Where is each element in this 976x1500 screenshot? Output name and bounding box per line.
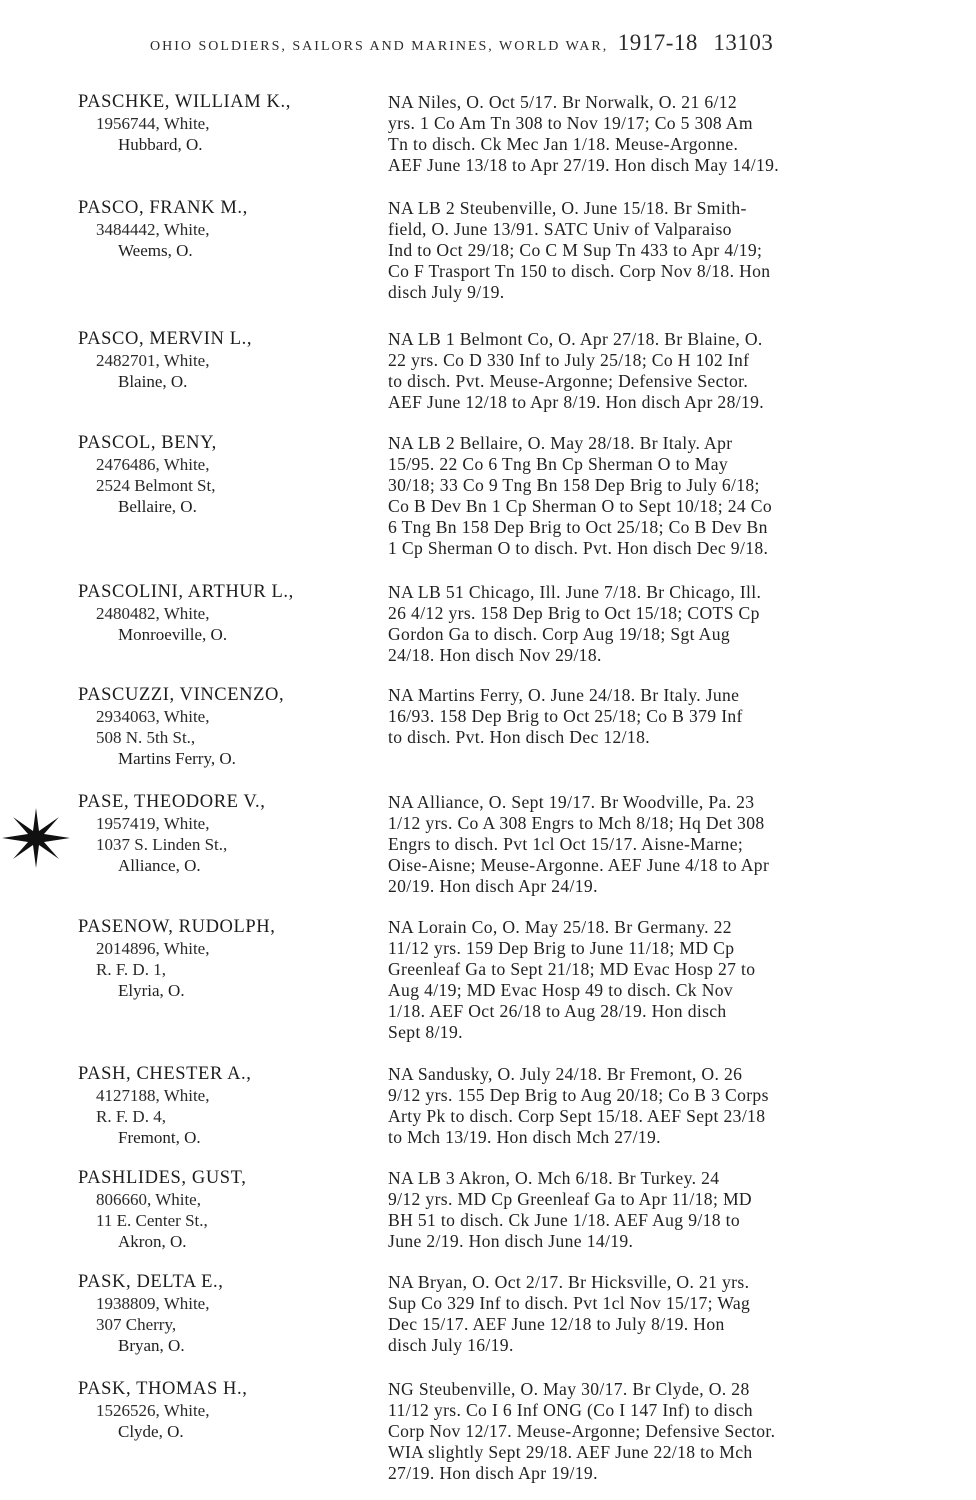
service-number: 2480482, White,: [96, 604, 210, 623]
hometown: Hubbard, O.: [118, 135, 203, 154]
service-record: [388, 792, 934, 897]
hometown: Blaine, O.: [118, 372, 188, 391]
entry-name: PASCOLINI, ARTHUR L.,: [78, 582, 294, 602]
street-address: 1037 S. Linden St.,: [96, 835, 228, 854]
record-line: WIA slightly Sept 29/18. AEF June 22/18 to Mch: [388, 1442, 753, 1462]
service-number: 2482701, White,: [96, 351, 210, 370]
service-number: 2014896, White,: [96, 939, 210, 958]
record-line: to disch. Pvt. Meuse-Argonne; Defensive Sector.: [388, 371, 749, 391]
entry-name: PASK, THOMAS H.,: [78, 1379, 248, 1399]
service-number: 806660, White,: [96, 1190, 201, 1209]
hometown: Weems, O.: [118, 241, 193, 260]
hometown: Akron, O.: [118, 1232, 187, 1251]
record-line: 1/18. AEF Oct 26/18 to Aug 28/19. Hon disch: [388, 1001, 727, 1021]
record-line: 1/12 yrs. Co A 308 Engrs to Mch 8/18; Hq Det 308: [388, 813, 765, 833]
record-line: field, O. June 13/91. SATC Univ of Valparaiso: [388, 219, 732, 239]
record-line: NA Sandusky, O. July 24/18. Br Fremont, O. 26: [388, 1064, 743, 1084]
service-record: [388, 582, 934, 666]
record-line: NA Alliance, O. Sept 19/17. Br Woodville, Pa. 23: [388, 792, 755, 812]
record-line: NA Lorain Co, O. May 25/18. Br Germany. 22: [388, 917, 732, 937]
record-line: 9/12 yrs. MD Cp Greenleaf Ga to Apr 11/18; MD: [388, 1189, 752, 1209]
record-line: Ind to Oct 29/18; Co C M Sup Tn 433 to Apr 4/19;: [388, 240, 763, 260]
entry-name: PASH, CHESTER A.,: [78, 1064, 252, 1084]
record-line: Dec 15/17. AEF June 12/18 to July 8/19. Hon: [388, 1314, 725, 1334]
page-number: 13103: [713, 30, 774, 55]
star-icon: [2, 808, 70, 868]
record-line: NA LB 2 Bellaire, O. May 28/18. Br Italy. Apr: [388, 433, 733, 453]
record-line: 16/93. 158 Dep Brig to Oct 25/18; Co B 379 Inf: [388, 706, 743, 726]
record-line: 1 Cp Sherman O to disch. Pvt. Hon disch Dec 9/18.: [388, 538, 769, 558]
service-number: 1938809, White,: [96, 1294, 210, 1313]
record-line: 24/18. Hon disch Nov 29/18.: [388, 645, 602, 665]
record-line: AEF June 13/18 to Apr 27/19. Hon disch May 14/19.: [388, 155, 780, 175]
record-line: NA LB 2 Steubenville, O. June 15/18. Br Smith-: [388, 198, 747, 218]
record-line: to Mch 13/19. Hon disch Mch 27/19.: [388, 1127, 661, 1147]
service-number: 1957419, White,: [96, 814, 210, 833]
record-line: 11/12 yrs. Co I 6 Inf ONG (Co I 147 Inf) to disch: [388, 1400, 753, 1420]
record-line: 30/18; 33 Co 9 Tng Bn 158 Dep Brig to July 6/18;: [388, 475, 760, 495]
record-line: Arty Pk to disch. Corp Sept 15/18. AEF Sept 23/18: [388, 1106, 766, 1126]
entry-name: PASCHKE, WILLIAM K.,: [78, 92, 291, 112]
hometown: Bellaire, O.: [118, 497, 197, 516]
entry-name: PASCO, MERVIN L.,: [78, 329, 253, 349]
record-line: Engrs to disch. Pvt 1cl Oct 15/17. Aisne-Marne;: [388, 834, 744, 854]
hometown: Alliance, O.: [118, 856, 201, 875]
hometown: Bryan, O.: [118, 1336, 185, 1355]
entry-name: PASK, DELTA E.,: [78, 1272, 224, 1292]
street-address: 508 N. 5th St.,: [96, 728, 196, 747]
record-line: 11/12 yrs. 159 Dep Brig to June 11/18; MD Cp: [388, 938, 735, 958]
record-line: NA Martins Ferry, O. June 24/18. Br Italy. June: [388, 685, 740, 705]
record-line: NA LB 3 Akron, O. Mch 6/18. Br Turkey. 24: [388, 1168, 720, 1188]
record-line: to disch. Pvt. Hon disch Dec 12/18.: [388, 727, 650, 747]
entry-identity: [78, 198, 378, 261]
record-line: Sup Co 329 Inf to disch. Pvt 1cl Nov 15/17; Wag: [388, 1293, 751, 1313]
service-number: 1526526, White,: [96, 1401, 210, 1420]
record-line: disch July 16/19.: [388, 1335, 514, 1355]
record-line: Sept 8/19.: [388, 1022, 463, 1042]
entry-name: PASCO, FRANK M.,: [78, 198, 248, 218]
record-line: 22 yrs. Co D 330 Inf to July 25/18; Co H 102 Inf: [388, 350, 750, 370]
hometown: Clyde, O.: [118, 1422, 184, 1441]
entry-name: PASHLIDES, GUST,: [78, 1168, 247, 1188]
hometown: Elyria, O.: [118, 981, 185, 1000]
service-record: [388, 92, 934, 176]
record-line: BH 51 to disch. Ck June 1/18. AEF Aug 9/18 to: [388, 1210, 741, 1230]
entry-identity: [78, 92, 378, 155]
record-line: yrs. 1 Co Am Tn 308 to Nov 19/17; Co 5 308 Am: [388, 113, 753, 133]
record-line: Corp Nov 12/17. Meuse-Argonne; Defensive Sector.: [388, 1421, 776, 1441]
service-number: 3484442, White,: [96, 220, 210, 239]
record-line: NA Niles, O. Oct 5/17. Br Norwalk, O. 21 6/12: [388, 92, 738, 112]
entry-identity: [78, 917, 378, 1001]
service-record: [388, 1272, 934, 1356]
record-line: Oise-Aisne; Meuse-Argonne. AEF June 4/18 to Apr: [388, 855, 770, 875]
service-record: [388, 1168, 934, 1252]
entry-name: PASENOW, RUDOLPH,: [78, 917, 276, 937]
entry-name: PASCUZZI, VINCENZO,: [78, 685, 285, 705]
record-line: 15/95. 22 Co 6 Tng Bn Cp Sherman O to May: [388, 454, 728, 474]
record-line: AEF June 12/18 to Apr 8/19. Hon disch Apr 28/19.: [388, 392, 765, 412]
street-address: 2524 Belmont St,: [96, 476, 216, 495]
service-record: [388, 329, 934, 413]
service-number: 4127188, White,: [96, 1086, 210, 1105]
service-record: [388, 198, 934, 303]
record-line: NA Bryan, O. Oct 2/17. Br Hicksville, O. 21 yrs.: [388, 1272, 750, 1292]
service-record: [388, 1064, 934, 1148]
record-line: 9/12 yrs. 155 Dep Brig to Aug 20/18; Co B 3 Corps: [388, 1085, 769, 1105]
entry-identity: [78, 329, 378, 392]
record-line: Gordon Ga to disch. Corp Aug 19/18; Sgt Aug: [388, 624, 731, 644]
record-line: NA LB 1 Belmont Co, O. Apr 27/18. Br Blaine, O.: [388, 329, 763, 349]
service-number: 2476486, White,: [96, 455, 210, 474]
record-line: 20/19. Hon disch Apr 24/19.: [388, 876, 598, 896]
service-record: [388, 1379, 934, 1484]
entry-identity: [78, 582, 378, 645]
record-line: June 2/19. Hon disch June 14/19.: [388, 1231, 634, 1251]
street-address: R. F. D. 1,: [96, 960, 166, 979]
record-line: Greenleaf Ga to Sept 21/18; MD Evac Hosp 27 to: [388, 959, 756, 979]
record-line: Co F Trasport Tn 150 to disch. Corp Nov 8/18. Hon: [388, 261, 771, 281]
street-address: 11 E. Center St.,: [96, 1211, 208, 1230]
service-number: 1956744, White,: [96, 114, 210, 133]
service-number: 2934063, White,: [96, 707, 210, 726]
header-years: 1917-18: [617, 30, 698, 55]
service-record: [388, 917, 934, 1043]
service-record: [388, 433, 934, 559]
entry-identity: [78, 1272, 378, 1356]
street-address: R. F. D. 4,: [96, 1107, 166, 1126]
entry-name: PASCOL, BENY,: [78, 433, 217, 453]
street-address: 307 Cherry,: [96, 1315, 177, 1334]
hometown: Monroeville, O.: [118, 625, 228, 644]
record-line: 6 Tng Bn 158 Dep Brig to Oct 25/18; Co B Dev Bn: [388, 517, 768, 537]
entry-name: PASE, THEODORE V.,: [78, 792, 266, 812]
record-line: disch July 9/19.: [388, 282, 505, 302]
entry-identity: [78, 1379, 378, 1442]
record-line: Tn to disch. Ck Mec Jan 1/18. Meuse-Argonne.: [388, 134, 739, 154]
service-record: [388, 685, 934, 748]
entry-identity: [78, 685, 378, 769]
entry-identity: [78, 433, 378, 517]
hometown: Martins Ferry, O.: [118, 749, 236, 768]
entry-identity: [78, 1064, 378, 1148]
record-line: NG Steubenville, O. May 30/17. Br Clyde, O. 28: [388, 1379, 750, 1399]
page-header: [150, 30, 940, 56]
entry-identity: [78, 792, 378, 876]
entry-identity: [78, 1168, 378, 1252]
record-line: 27/19. Hon disch Apr 19/19.: [388, 1463, 598, 1483]
record-line: NA LB 51 Chicago, Ill. June 7/18. Br Chicago, Ill.: [388, 582, 762, 602]
record-line: 26 4/12 yrs. 158 Dep Brig to Oct 15/18; COTS Cp: [388, 603, 760, 623]
header-title: OHIO SOLDIERS, SAILORS AND MARINES, WORLD WAR,: [150, 39, 609, 54]
record-line: Co B Dev Bn 1 Cp Sherman O to Sept 10/18; 24 Co: [388, 496, 772, 516]
record-line: Aug 4/19; MD Evac Hosp 49 to disch. Ck Nov: [388, 980, 734, 1000]
hometown: Fremont, O.: [118, 1128, 201, 1147]
